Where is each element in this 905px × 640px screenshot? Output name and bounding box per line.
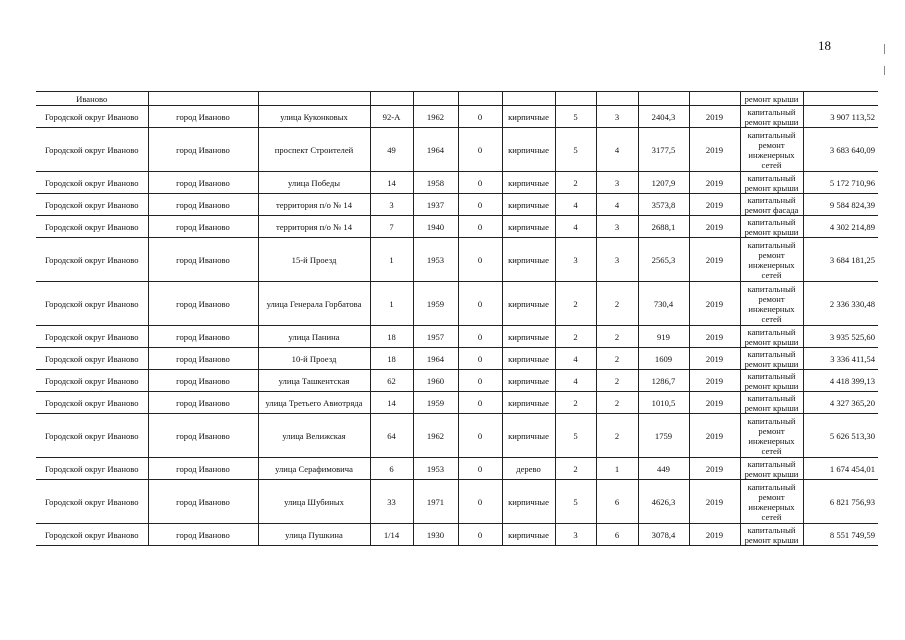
cell-work-type: капитальный ремонт крыши [740, 458, 803, 480]
cell-entrances: 2 [596, 392, 638, 414]
cell-municipality: Городской округ Иваново [36, 480, 148, 524]
table-row [36, 480, 878, 524]
cell-cost: 3 907 113,52 [803, 106, 878, 128]
cell-year-built [413, 92, 458, 106]
cell-locality: город Иваново [148, 326, 258, 348]
cell-street [258, 92, 370, 106]
table-row [36, 326, 878, 348]
cell-street: улица Панина [258, 326, 370, 348]
table-row [36, 458, 878, 480]
cell-street: улица Пушкина [258, 524, 370, 546]
cell-total-area: 1286,7 [638, 370, 689, 392]
cell-street: 15-й Проезд [258, 238, 370, 282]
cell-locality: город Иваново [148, 128, 258, 172]
cell-street: территория п/о № 14 [258, 216, 370, 238]
cell-entrances: 1 [596, 458, 638, 480]
cell-floors: 2 [555, 282, 596, 326]
cell-cost: 6 821 756,93 [803, 480, 878, 524]
cell-total-area: 2565,3 [638, 238, 689, 282]
cell-plan-year: 2019 [689, 348, 740, 370]
cell-house-number: 64 [370, 414, 413, 458]
cell-municipality: Городской округ Иваново [36, 238, 148, 282]
table-row [36, 348, 878, 370]
cell-wall-material: кирпичные [502, 238, 555, 282]
cell-wall-material: кирпичные [502, 172, 555, 194]
cell-plan-year: 2019 [689, 128, 740, 172]
cell-year-renovated: 0 [458, 370, 502, 392]
cell-municipality: Городской округ Иваново [36, 172, 148, 194]
cell-house-number: 14 [370, 392, 413, 414]
cell-floors: 4 [555, 370, 596, 392]
cell-house-number: 33 [370, 480, 413, 524]
cell-street: проспект Строителей [258, 128, 370, 172]
cell-wall-material: кирпичные [502, 370, 555, 392]
cell-house-number: 1 [370, 238, 413, 282]
cell-plan-year: 2019 [689, 194, 740, 216]
cell-house-number: 62 [370, 370, 413, 392]
cell-floors: 2 [555, 458, 596, 480]
table-row [36, 128, 878, 172]
cell-entrances: 4 [596, 128, 638, 172]
cell-municipality: Городской округ Иваново [36, 370, 148, 392]
cell-house-number: 7 [370, 216, 413, 238]
cell-total-area: 1010,5 [638, 392, 689, 414]
page-number: 18 [818, 38, 831, 53]
cell-year-built: 1962 [413, 414, 458, 458]
cell-municipality: Городской округ Иваново [36, 194, 148, 216]
cell-total-area: 2688,1 [638, 216, 689, 238]
cell-locality: город Иваново [148, 370, 258, 392]
cell-total-area: 1759 [638, 414, 689, 458]
cell-wall-material: кирпичные [502, 392, 555, 414]
scan-edge-mark [884, 44, 885, 54]
scan-edge-mark [884, 66, 885, 75]
cell-cost: 9 584 824,39 [803, 194, 878, 216]
table-row [36, 216, 878, 238]
cell-work-type: капитальный ремонт инженерных сетей [740, 480, 803, 524]
cell-year-built: 1957 [413, 326, 458, 348]
cell-municipality: Городской округ Иваново [36, 392, 148, 414]
cell-municipality: Городской округ Иваново [36, 348, 148, 370]
cell-cost: 3 336 411,54 [803, 348, 878, 370]
cell-locality: город Иваново [148, 348, 258, 370]
cell-floors: 4 [555, 216, 596, 238]
cell-plan-year: 2019 [689, 392, 740, 414]
cell-locality: город Иваново [148, 480, 258, 524]
cell-wall-material: кирпичные [502, 194, 555, 216]
table-row [36, 414, 878, 458]
cell-locality [148, 92, 258, 106]
cell-wall-material: кирпичные [502, 326, 555, 348]
cell-street: улица Победы [258, 172, 370, 194]
cell-plan-year: 2019 [689, 370, 740, 392]
cell-work-type: капитальный ремонт крыши [740, 348, 803, 370]
table-row [36, 172, 878, 194]
cell-total-area: 3573,8 [638, 194, 689, 216]
cell-house-number: 14 [370, 172, 413, 194]
table-row [36, 106, 878, 128]
cell-total-area: 1609 [638, 348, 689, 370]
cell-wall-material: кирпичные [502, 282, 555, 326]
cell-work-type: капитальный ремонт инженерных сетей [740, 414, 803, 458]
cell-wall-material: кирпичные [502, 348, 555, 370]
cell-floors: 5 [555, 480, 596, 524]
cell-entrances: 2 [596, 414, 638, 458]
cell-house-number: 1/14 [370, 524, 413, 546]
table-row [36, 194, 878, 216]
cell-cost: 5 626 513,30 [803, 414, 878, 458]
cell-plan-year: 2019 [689, 216, 740, 238]
cell-year-built: 1930 [413, 524, 458, 546]
cell-floors: 3 [555, 238, 596, 282]
cell-year-renovated: 0 [458, 524, 502, 546]
cell-entrances: 2 [596, 348, 638, 370]
cell-year-renovated: 0 [458, 458, 502, 480]
cell-total-area [638, 92, 689, 106]
cell-municipality: Иваново [36, 92, 148, 106]
cell-work-type: капитальный ремонт крыши [740, 370, 803, 392]
cell-municipality: Городской округ Иваново [36, 106, 148, 128]
cell-work-type: капитальный ремонт крыши [740, 172, 803, 194]
cell-plan-year: 2019 [689, 106, 740, 128]
cell-year-built: 1959 [413, 282, 458, 326]
cell-year-renovated: 0 [458, 238, 502, 282]
cell-floors: 4 [555, 348, 596, 370]
cell-wall-material: кирпичные [502, 414, 555, 458]
cell-total-area: 3177,5 [638, 128, 689, 172]
cell-work-type: капитальный ремонт крыши [740, 106, 803, 128]
cell-entrances: 6 [596, 524, 638, 546]
cell-house-number: 6 [370, 458, 413, 480]
cell-street: улица Шубиных [258, 480, 370, 524]
cell-street: территория п/о № 14 [258, 194, 370, 216]
cell-cost: 3 684 181,25 [803, 238, 878, 282]
cell-municipality: Городской округ Иваново [36, 326, 148, 348]
cell-year-built: 1937 [413, 194, 458, 216]
cell-work-type: капитальный ремонт крыши [740, 216, 803, 238]
cell-year-renovated: 0 [458, 128, 502, 172]
table-row [36, 524, 878, 546]
cell-cost: 8 551 749,59 [803, 524, 878, 546]
cell-street: улица Велижская [258, 414, 370, 458]
cell-wall-material: кирпичные [502, 480, 555, 524]
table-row [36, 282, 878, 326]
cell-floors: 2 [555, 392, 596, 414]
cell-locality: город Иваново [148, 106, 258, 128]
cell-plan-year: 2019 [689, 524, 740, 546]
cell-floors: 5 [555, 414, 596, 458]
table-row [36, 370, 878, 392]
cell-plan-year: 2019 [689, 458, 740, 480]
cell-cost: 3 683 640,09 [803, 128, 878, 172]
cell-year-built: 1953 [413, 458, 458, 480]
cell-total-area: 4626,3 [638, 480, 689, 524]
cell-locality: город Иваново [148, 392, 258, 414]
cell-street: улица Генерала Горбатова [258, 282, 370, 326]
cell-entrances [596, 92, 638, 106]
table-row [36, 392, 878, 414]
cell-cost: 4 418 399,13 [803, 370, 878, 392]
cell-floors: 2 [555, 326, 596, 348]
cell-year-renovated: 0 [458, 480, 502, 524]
cell-year-renovated: 0 [458, 282, 502, 326]
cell-year-built: 1958 [413, 172, 458, 194]
cell-plan-year [689, 92, 740, 106]
cell-work-type: капитальный ремонт крыши [740, 326, 803, 348]
cell-year-built: 1940 [413, 216, 458, 238]
table-row [36, 238, 878, 282]
cell-municipality: Городской округ Иваново [36, 524, 148, 546]
cell-cost: 4 327 365,20 [803, 392, 878, 414]
table-row [36, 92, 878, 106]
cell-total-area: 2404,3 [638, 106, 689, 128]
cell-locality: город Иваново [148, 282, 258, 326]
cell-plan-year: 2019 [689, 238, 740, 282]
repair-program-table [36, 91, 878, 546]
cell-entrances: 3 [596, 106, 638, 128]
cell-locality: город Иваново [148, 238, 258, 282]
cell-house-number [370, 92, 413, 106]
cell-plan-year: 2019 [689, 480, 740, 524]
cell-floors: 5 [555, 128, 596, 172]
cell-work-type: капитальный ремонт крыши [740, 392, 803, 414]
cell-total-area: 1207,9 [638, 172, 689, 194]
cell-wall-material [502, 92, 555, 106]
cell-entrances: 2 [596, 282, 638, 326]
cell-work-type: ремонт крыши [740, 92, 803, 106]
cell-year-built: 1960 [413, 370, 458, 392]
cell-year-built: 1964 [413, 128, 458, 172]
cell-total-area: 730,4 [638, 282, 689, 326]
cell-wall-material: кирпичные [502, 524, 555, 546]
cell-entrances: 2 [596, 326, 638, 348]
cell-entrances: 3 [596, 238, 638, 282]
cell-municipality: Городской округ Иваново [36, 458, 148, 480]
cell-year-renovated: 0 [458, 326, 502, 348]
cell-entrances: 6 [596, 480, 638, 524]
cell-cost: 2 336 330,48 [803, 282, 878, 326]
cell-wall-material: дерево [502, 458, 555, 480]
cell-floors [555, 92, 596, 106]
cell-work-type: капитальный ремонт инженерных сетей [740, 282, 803, 326]
cell-total-area: 919 [638, 326, 689, 348]
cell-entrances: 4 [596, 194, 638, 216]
cell-year-renovated: 0 [458, 348, 502, 370]
cell-locality: город Иваново [148, 524, 258, 546]
cell-entrances: 2 [596, 370, 638, 392]
cell-floors: 5 [555, 106, 596, 128]
cell-house-number: 18 [370, 326, 413, 348]
cell-plan-year: 2019 [689, 172, 740, 194]
cell-total-area: 3078,4 [638, 524, 689, 546]
cell-entrances: 3 [596, 172, 638, 194]
cell-wall-material: кирпичные [502, 216, 555, 238]
cell-municipality: Городской округ Иваново [36, 216, 148, 238]
cell-entrances: 3 [596, 216, 638, 238]
cell-year-renovated: 0 [458, 106, 502, 128]
cell-street: улица Третьего Авиотряда [258, 392, 370, 414]
cell-year-renovated: 0 [458, 392, 502, 414]
cell-cost [803, 92, 878, 106]
cell-street: улица Куконковых [258, 106, 370, 128]
cell-locality: город Иваново [148, 216, 258, 238]
cell-street: улица Серафимовича [258, 458, 370, 480]
cell-year-built: 1959 [413, 392, 458, 414]
cell-street: улица Ташкентская [258, 370, 370, 392]
cell-plan-year: 2019 [689, 414, 740, 458]
cell-floors: 4 [555, 194, 596, 216]
cell-year-renovated: 0 [458, 216, 502, 238]
cell-work-type: капитальный ремонт инженерных сетей [740, 128, 803, 172]
cell-year-built: 1964 [413, 348, 458, 370]
cell-cost: 1 674 454,01 [803, 458, 878, 480]
cell-house-number: 49 [370, 128, 413, 172]
cell-locality: город Иваново [148, 194, 258, 216]
cell-year-built: 1953 [413, 238, 458, 282]
cell-year-renovated [458, 92, 502, 106]
cell-work-type: капитальный ремонт фасада [740, 194, 803, 216]
cell-municipality: Городской округ Иваново [36, 414, 148, 458]
cell-cost: 5 172 710,96 [803, 172, 878, 194]
cell-year-built: 1962 [413, 106, 458, 128]
cell-work-type: капитальный ремонт крыши [740, 524, 803, 546]
cell-total-area: 449 [638, 458, 689, 480]
cell-house-number: 3 [370, 194, 413, 216]
cell-floors: 2 [555, 172, 596, 194]
cell-year-renovated: 0 [458, 414, 502, 458]
cell-locality: город Иваново [148, 414, 258, 458]
cell-cost: 4 302 214,89 [803, 216, 878, 238]
cell-locality: город Иваново [148, 172, 258, 194]
cell-municipality: Городской округ Иваново [36, 282, 148, 326]
cell-street: 10-й Проезд [258, 348, 370, 370]
cell-year-renovated: 0 [458, 172, 502, 194]
cell-house-number: 92-А [370, 106, 413, 128]
cell-plan-year: 2019 [689, 282, 740, 326]
cell-floors: 3 [555, 524, 596, 546]
cell-year-built: 1971 [413, 480, 458, 524]
cell-municipality: Городской округ Иваново [36, 128, 148, 172]
cell-work-type: капитальный ремонт инженерных сетей [740, 238, 803, 282]
cell-year-renovated: 0 [458, 194, 502, 216]
cell-plan-year: 2019 [689, 326, 740, 348]
cell-wall-material: кирпичные [502, 106, 555, 128]
cell-locality: город Иваново [148, 458, 258, 480]
cell-house-number: 1 [370, 282, 413, 326]
cell-cost: 3 935 525,60 [803, 326, 878, 348]
cell-wall-material: кирпичные [502, 128, 555, 172]
cell-house-number: 18 [370, 348, 413, 370]
